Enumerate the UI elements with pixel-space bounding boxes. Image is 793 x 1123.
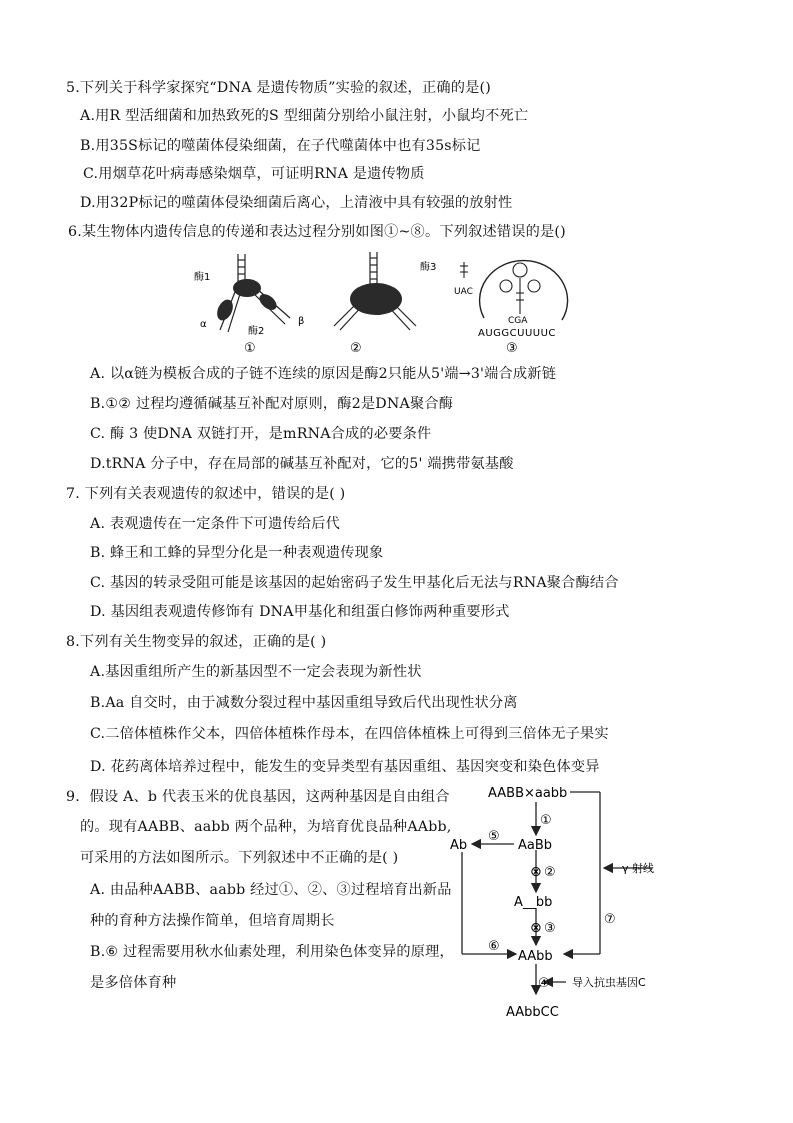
q5-option-c: C.用烟草花叶病毒感染烟草，可证明RNA 是遗传物质 — [83, 166, 425, 182]
mrna-sequence: AUGGCUUUUC — [478, 328, 556, 339]
alpha-label: α — [200, 319, 207, 330]
figure-label-2: ② — [350, 341, 362, 356]
insert-gene-label: 导入抗虫基因C — [572, 976, 646, 989]
q6-option-a: A. 以α链为模板合成的子链不连续的原因是酶2只能从5'端→3'端合成新链 — [90, 366, 557, 382]
beta-label: β — [298, 316, 305, 327]
q7-stem: 7. 下列有关表观遗传的叙述中，错误的是( ) — [66, 486, 346, 502]
q7-option-b: B. 蜂王和工蜂的异型分化是一种表观遗传现象 — [90, 545, 384, 561]
step2-label: ② — [544, 865, 556, 880]
q8-option-a: A.基因重组所产生的新基因型不一定会表现为新性状 — [90, 664, 422, 680]
step4-label: ④ — [538, 976, 550, 991]
q8-option-b: B.Aa 自交时，由于减数分裂过程中基因重组导致后代出现性状分离 — [90, 695, 518, 711]
f1-label: AaBb — [518, 838, 553, 853]
q9-stem-line2: 的。现有AABB、aabb 两个品种，为培育优良品种AAbb, — [80, 819, 452, 835]
q6-stem: 6.某生物体内遗传信息的传递和表达过程分别如图①~⑧。下列叙述错误的是() — [68, 224, 566, 240]
step1-label: ① — [540, 813, 552, 828]
codon-label: CGA — [508, 316, 528, 326]
replication-figure — [190, 252, 320, 356]
transcription-figure — [330, 248, 440, 356]
q8-option-d: D. 花药离体培养过程中，能发生的变异类型有基因重组、基因突变和染色体变异 — [90, 759, 600, 775]
q7-option-d: D. 基因组表观遗传修饰有 DNA甲基化和组蛋白修饰两种重要形式 — [90, 604, 510, 620]
q8-option-c: C.二倍体植株作父本，四倍体植株作母本，在四倍体植株上可得到三倍体无子果实 — [90, 726, 609, 742]
step5-label: ⑤ — [488, 829, 500, 844]
selfing-icon-2: ⊗ — [530, 920, 542, 936]
q6-option-b: B.①② 过程均遵循碱基互补配对原则，酶2是DNA聚合酶 — [90, 396, 454, 412]
q9-stem-line1: 9．假设 A、b 代表玉米的优良基因，这两种基因是自由组合 — [66, 789, 450, 805]
figure-label-3: ③ — [506, 341, 518, 356]
parents-label: AABB×aabb — [488, 786, 568, 801]
breeding-diagram — [448, 780, 678, 1022]
q7-option-c: C. 基因的转录受阻可能是该基因的起始密码子发生甲基化后无法与RNA聚合酶结合 — [90, 575, 619, 591]
enzyme3-label: 酶3 — [420, 262, 437, 273]
gamma-ray-label: γ 射线 — [622, 862, 655, 875]
final-genotype-label: AAbbCC — [506, 1005, 559, 1020]
step3-label: ③ — [544, 921, 556, 936]
q5-option-a: A.用R 型活细菌和加热致死的S 型细菌分别给小鼠注射，小鼠均不死亡 — [80, 108, 529, 124]
ab-label: Ab — [450, 838, 468, 853]
q9-option-a-line2: 种的育种方法操作简单，但培育周期长 — [90, 913, 335, 929]
q9-option-a-line1: A. 由品种AABB、aabb 经过①、②、③过程培育出新品 — [90, 882, 452, 898]
q5-option-b: B.用35S标记的噬菌体侵染细菌，在子代噬菌体中也有35s标记 — [80, 138, 481, 154]
enzyme2-label: 酶2 — [248, 326, 265, 337]
aabb-target-label: AAbb — [518, 949, 553, 964]
q9-option-b-line2: 是多倍体育种 — [90, 975, 177, 991]
q9-stem-line3: 可采用的方法如图所示。下列叙述中不正确的是( ) — [80, 850, 399, 866]
enzyme1-label: 酶1 — [194, 272, 211, 283]
selfing-icon: ⊗ — [530, 864, 542, 880]
step6-label: ⑥ — [488, 939, 500, 954]
q6-option-d: D.tRNA 分子中，存在局部的碱基互补配对，它的5' 端携带氨基酸 — [90, 456, 514, 472]
anticodon-label: UAC — [454, 287, 473, 297]
q6-option-c: C. 酶 3 使DNA 双链打开，是mRNA合成的必要条件 — [90, 426, 432, 442]
q9-option-b-line1: B.⑥ 过程需要用秋水仙素处理，利用染色体变异的原理， — [90, 944, 454, 960]
translation-figure — [450, 248, 580, 356]
a-bb-label: A__bb — [514, 895, 553, 910]
figure-label-1: ① — [244, 341, 256, 356]
q5-stem: 5.下列关于科学家探究“DNA 是遗传物质”实验的叙述，正确的是() — [66, 80, 491, 96]
q5-option-d: D.用32P标记的噬菌体侵染细菌后离心，上清液中具有较强的放射性 — [80, 195, 513, 211]
q8-stem: 8.下列有关生物变异的叙述，正确的是( ) — [66, 634, 327, 650]
step7-label: ⑦ — [604, 912, 616, 927]
q7-option-a: A. 表观遗传在一定条件下可遗传给后代 — [90, 516, 341, 532]
